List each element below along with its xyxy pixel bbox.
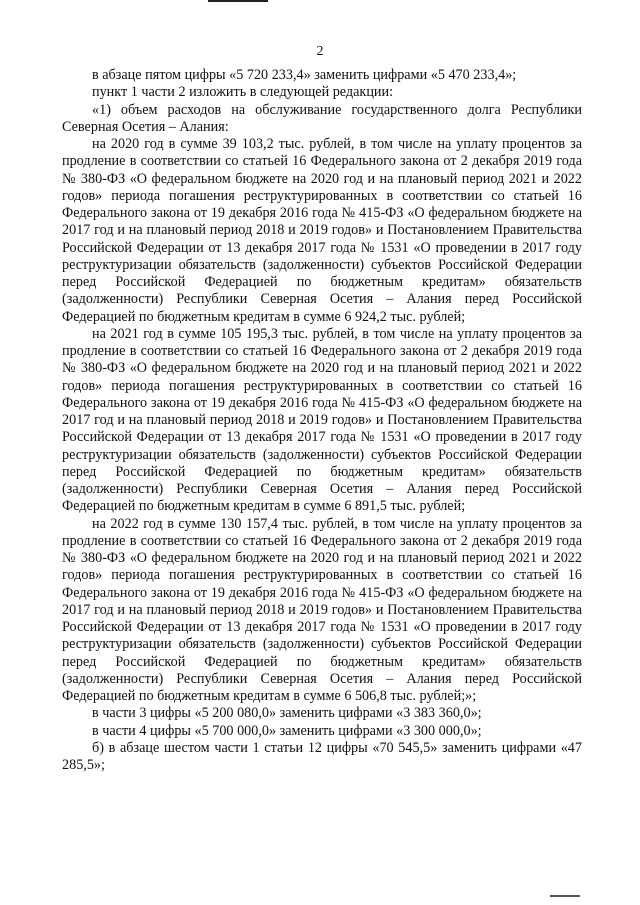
paragraph-item: на 2020 год в сумме 39 103,2 тыс. рублей, в том числе на уплату процентов за продление в соответствии со статьей 16 Федерального закона от 2 декабря 2019 года № 380-ФЗ «О федеральном бюджете на 2020 год и на плановый период 2021 и 2022 годов» периода погашения реструктурированных в соответствии со статьей 16 Федерального закона от 19 декабря 2016 года № 415-ФЗ «О федеральном бюджете на 2017 год и на плановый период 2018 и 2019 годов» и Постановлением Правительства Российской Федерации от 13 декабря 2017 года № 1531 «О проведении в 2017 году реструктуризации обязательств (задолженности) субъектов Российской Федерации перед Российской Федерацией по бюджетным кредитам» обязательств (задолженности) Республики Северная Осетия – Алания перед Российской Федерацией по бюджетным кредитам в сумме 6 924,2 тыс. рублей;: [62, 136, 582, 325]
document-body: [62, 67, 582, 774]
bottom-edge-mark: [550, 895, 580, 897]
paragraph-item: в части 4 цифры «5 700 000,0» заменить цифрами «3 300 000,0»;: [92, 722, 482, 739]
paragraph-item: пункт 1 части 2 изложить в следующей редакции:: [92, 84, 394, 101]
paragraph-item: в абзаце пятом цифры «5 720 233,4» заменить цифрами «5 470 233,4»;: [92, 67, 517, 83]
paragraph-item: «1) объем расходов на обслуживание государственного долга Республики Северная Осетия – Алания:: [62, 101, 582, 135]
paragraph-item: на 2021 год в сумме 105 195,3 тыс. рублей, в том числе на уплату процентов за продление в соответствии со статьей 16 Федерального закона от 2 декабря 2019 года № 380-ФЗ «О федеральном бюджете на 2020 год и на плановый период 2021 и 2022 годов» периода погашения реструктурированных в соответствии со статьей 16 Федерального закона от 19 декабря 2016 года № 415-ФЗ «О федеральном бюджете на 2017 год и на плановый период 2018 и 2019 годов» и Постановлением Правительства Российской Федерации от 13 декабря 2017 года № 1531 «О проведении в 2017 году реструктуризации обязательств (задолженности) субъектов Российской Федерации перед Российской Федерацией по бюджетным кредитам» обязательств (задолженности) Республики Северная Осетия – Алания перед Российской Федерацией по бюджетным кредитам в сумме 6 891,5 тыс. рублей;: [62, 325, 582, 515]
top-edge-mark: [208, 0, 268, 2]
paragraph-item: б) в абзаце шестом части 1 статьи 12 цифры «70 545,5» заменить цифрами «47 285,5»;: [62, 739, 582, 773]
paragraph-item: в части 3 цифры «5 200 080,0» заменить цифрами «3 383 360,0»;: [92, 705, 482, 722]
page-number: 2: [316, 44, 324, 59]
paragraph-item: на 2022 год в сумме 130 157,4 тыс. рублей, в том числе на уплату процентов за продление в соответствии со статьей 16 Федерального закона от 2 декабря 2019 года № 380-ФЗ «О федеральном бюджете на 2020 год и на плановый период 2021 и 2022 годов» периода погашения реструктурированных в соответствии со статьей 16 Федерального закона от 19 декабря 2016 года № 415-ФЗ «О федеральном бюджете на 2017 год и на плановый период 2018 и 2019 годов» и Постановлением Правительства Российской Федерации от 13 декабря 2017 года № 1531 «О проведении в 2017 году реструктуризации обязательств (задолженности) субъектов Российской Федерации перед Российской Федерацией по бюджетным кредитам» обязательств (задолженности) Республики Северная Осетия – Алания перед Российской Федерацией по бюджетным кредитам в сумме 6 506,8 тыс. рублей;»;: [62, 515, 582, 704]
